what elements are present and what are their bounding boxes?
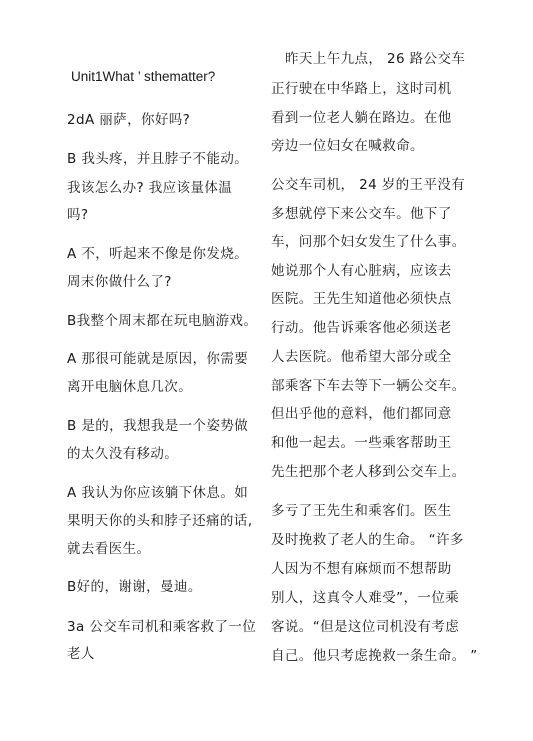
text-line: B好的，谢谢，曼迪。 bbox=[67, 579, 202, 595]
text-line: 先生把那个老人移到公交车上。 bbox=[271, 464, 466, 480]
text-line: 果明天你的头和脖子还痛的话, bbox=[67, 513, 253, 529]
text-line: 旁边一位妇女在喊救命。 bbox=[271, 138, 424, 154]
text-line: 公交车司机， 24 岁的王平没有 bbox=[271, 177, 466, 193]
text-line: 但出乎他的意料，他们都同意 bbox=[271, 406, 452, 422]
text-line: 看到一位老人躺在路边。在他 bbox=[271, 110, 452, 126]
text-line: 和他一起去。一些乘客帮助王 bbox=[271, 435, 452, 451]
text-line: 昨天上午九点， 26 路公交车 bbox=[285, 51, 466, 67]
text-line: A 那很可能就是原因，你需要 bbox=[67, 351, 249, 367]
text-line: 别人，这真令人难受”，一位乘 bbox=[271, 590, 460, 606]
text-line: 就去看医生。 bbox=[67, 541, 151, 557]
text-line: 离开电脑休息几次。 bbox=[67, 379, 193, 395]
text-line: 及时挽救了老人的生命。 “许多 bbox=[271, 532, 464, 548]
text-line: B 是的，我想我是一个姿势做 bbox=[67, 418, 249, 434]
text-line: 人因为不想有麻烦而不想帮助 bbox=[271, 561, 452, 577]
text-line: 周末你做什么了? bbox=[67, 274, 172, 290]
text-line: 部乘客下车去等下一辆公交车。 bbox=[271, 378, 466, 394]
text-line: 医院。王先生知道他必须快点 bbox=[271, 291, 452, 307]
text-line: 多亏了王先生和乘客们。医生 bbox=[271, 503, 452, 519]
text-line: 2dA 丽萨，你好吗? bbox=[67, 112, 191, 128]
text-line: 我该怎么办? 我应该量体温 bbox=[67, 180, 233, 196]
text-line: 3a 公交车司机和乘客救了一位 bbox=[67, 619, 257, 635]
text-line: A 不，听起来不像是你发烧。 bbox=[67, 246, 249, 262]
text-line: 行动。他告诉乘客他必须送老 bbox=[271, 320, 452, 336]
text-line: 吗? bbox=[67, 207, 89, 223]
text-line: 她说那个人有心脏病，应该去 bbox=[271, 263, 452, 279]
text-line: 客说。“但是这位司机没有考虑 bbox=[271, 619, 460, 635]
text-line: A 我认为你应该躺下休息。如 bbox=[67, 485, 249, 501]
unit-title: Unit1What ’ sthematter? bbox=[71, 69, 216, 84]
text-line: 的太久没有移动。 bbox=[67, 446, 179, 462]
text-line: 正行驶在中华路上，这时司机 bbox=[271, 81, 452, 97]
text-line: 车，问那个妇女发生了什么事。 bbox=[271, 234, 466, 250]
text-line: 自己。他只考虑挽救一条生命。 ” bbox=[271, 648, 478, 664]
text-line: B我整个周末都在玩电脑游戏。 bbox=[67, 313, 258, 329]
text-line: B 我头疼，并且脖子不能动。 bbox=[67, 151, 249, 167]
text-line: 多想就停下来公交车。他下了 bbox=[271, 206, 452, 222]
text-line: 老人 bbox=[67, 646, 95, 662]
text-line: 人去医院。他希望大部分或全 bbox=[271, 349, 452, 365]
